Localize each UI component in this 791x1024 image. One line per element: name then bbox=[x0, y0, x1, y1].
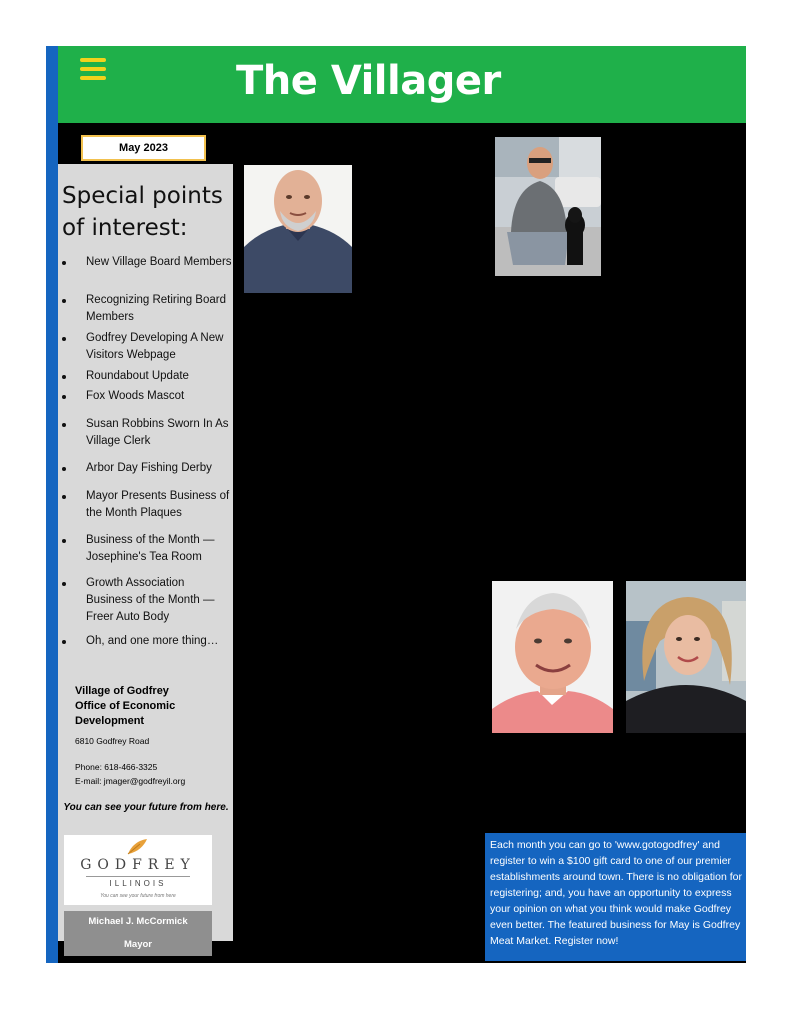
list-item: Roundabout Update bbox=[62, 368, 232, 385]
mayor-box bbox=[64, 911, 212, 956]
bullet-icon bbox=[62, 495, 66, 499]
contact-org-line2: Office of Economic Development bbox=[75, 700, 176, 727]
list-item: Growth Association Business of the Month — Freer Auto Body bbox=[62, 575, 232, 626]
list-item: New Village Board Members bbox=[62, 254, 232, 271]
menu-icon[interactable] bbox=[80, 58, 106, 80]
mayor-title: Mayor bbox=[124, 939, 152, 950]
bullet-icon bbox=[62, 467, 66, 471]
list-item: Fox Woods Mascot bbox=[62, 388, 232, 405]
logo-word: GODFREY bbox=[80, 857, 196, 873]
list-item: Business of the Month — Josephine's Tea Room bbox=[62, 532, 232, 566]
logo-tagline: You can see your future from here bbox=[100, 893, 176, 899]
bullet-icon bbox=[62, 582, 66, 586]
godfrey-logo bbox=[64, 835, 212, 905]
leaf-icon bbox=[126, 838, 148, 856]
list-item: Arbor Day Fishing Derby bbox=[62, 460, 232, 477]
logo-state: ILLINOIS bbox=[109, 879, 167, 888]
contact-email[interactable]: E-mail: jmager@godfreyil.org bbox=[75, 776, 186, 786]
dog-photo bbox=[495, 137, 601, 276]
points-heading: Special points of interest: bbox=[62, 183, 223, 241]
newsletter-title: The Villager bbox=[236, 58, 501, 104]
list-item: Godfrey Developing A New Visitors Webpage bbox=[62, 330, 232, 364]
bullet-icon bbox=[62, 299, 66, 303]
contact-block bbox=[75, 684, 225, 787]
mayor-name: Michael J. McCormick bbox=[88, 916, 188, 927]
list-item: Susan Robbins Sworn In As Village Clerk bbox=[62, 416, 232, 450]
village-clerk-photo bbox=[626, 581, 746, 733]
list-item: Oh, and one more thing… bbox=[62, 633, 232, 650]
issue-date: May 2023 bbox=[81, 135, 206, 161]
logo-divider bbox=[86, 876, 190, 877]
contact-phone: Phone: 618-466-3325 bbox=[75, 762, 158, 772]
tagline: You can see your future from here. bbox=[63, 802, 229, 813]
contact-org-line1: Village of Godfrey bbox=[75, 685, 169, 697]
retiring-member-photo bbox=[492, 581, 613, 733]
bullet-icon bbox=[62, 261, 66, 265]
bullet-icon bbox=[62, 395, 66, 399]
bullet-icon bbox=[62, 375, 66, 379]
bullet-icon bbox=[62, 337, 66, 341]
gift-card-promo: Each month you can go to 'www.gotogodfrey' and register to win a $100 gift card to one of our premier establishments around town. There is no obligation for registering; and, you have an opportunity to express your opinion on what you think would make Godfrey even better. The featured business for May is Godfrey Meat Market. Register now! bbox=[485, 833, 746, 961]
board-member-photo bbox=[244, 165, 352, 293]
list-item: Recognizing Retiring Board Members bbox=[62, 292, 232, 326]
list-item: Mayor Presents Business of the Month Plaques bbox=[62, 488, 232, 522]
bullet-icon bbox=[62, 640, 66, 644]
contact-address: 6810 Godfrey Road bbox=[75, 736, 150, 746]
bullet-icon bbox=[62, 423, 66, 427]
bullet-icon bbox=[62, 539, 66, 543]
left-accent-bar bbox=[46, 46, 58, 963]
